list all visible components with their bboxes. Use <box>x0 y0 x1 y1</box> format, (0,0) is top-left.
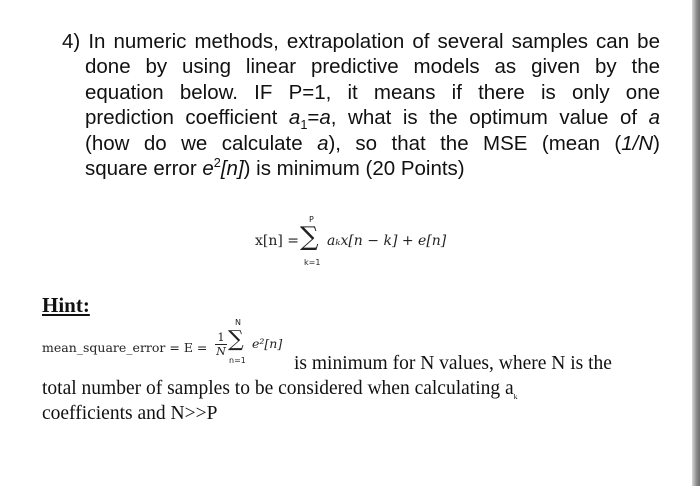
question-line-5: (how do we calculate a), so that the MSE (mean (1/N) <box>85 131 660 155</box>
hint-text <box>42 351 612 426</box>
question-line-4: prediction coefficient $a_1=a$, what is the optimum value of a <box>85 106 660 133</box>
hint-line-2: total number of samples to be considered when calculating $a_k$ <box>42 378 518 401</box>
question-line-1: 4) In numeric methods, extrapolation of several samples can be <box>62 30 660 53</box>
sigma-icon: ∑ <box>300 222 319 252</box>
mse-label: mean_square_error = E = <box>42 340 208 355</box>
hint-line-3: coefficients and N>>P <box>42 403 218 424</box>
mse-term: e²[n] <box>252 336 283 351</box>
question-text <box>62 29 660 181</box>
question-number: 4) <box>62 30 81 53</box>
page-edge-shadow <box>692 0 700 486</box>
sum-upper-limit: P <box>309 215 314 224</box>
hint-line-1: is minimum for N values, where N is the <box>294 353 612 374</box>
equation-rhs: aₖx[n − k] + e[n] <box>327 233 447 249</box>
hint-title: Hint: <box>42 293 90 317</box>
sigma-icon: ∑ <box>228 327 244 352</box>
question-line-6: square error $e^2[n]$) is minimum (20 Points) <box>85 155 465 181</box>
mse-sum-upper: N <box>235 318 241 327</box>
mse-sum-lower: n=1 <box>229 356 246 365</box>
sum-lower-limit: k=1 <box>304 258 321 267</box>
question-line-2: done by using linear predictive models as given by the <box>85 55 660 79</box>
question-line-3: equation below. IF P=1, it means if there is only one <box>85 80 660 104</box>
mse-fraction: $\frac{1}{N}$ <box>216 331 226 358</box>
equation-lhs: x[n] = <box>255 233 300 249</box>
